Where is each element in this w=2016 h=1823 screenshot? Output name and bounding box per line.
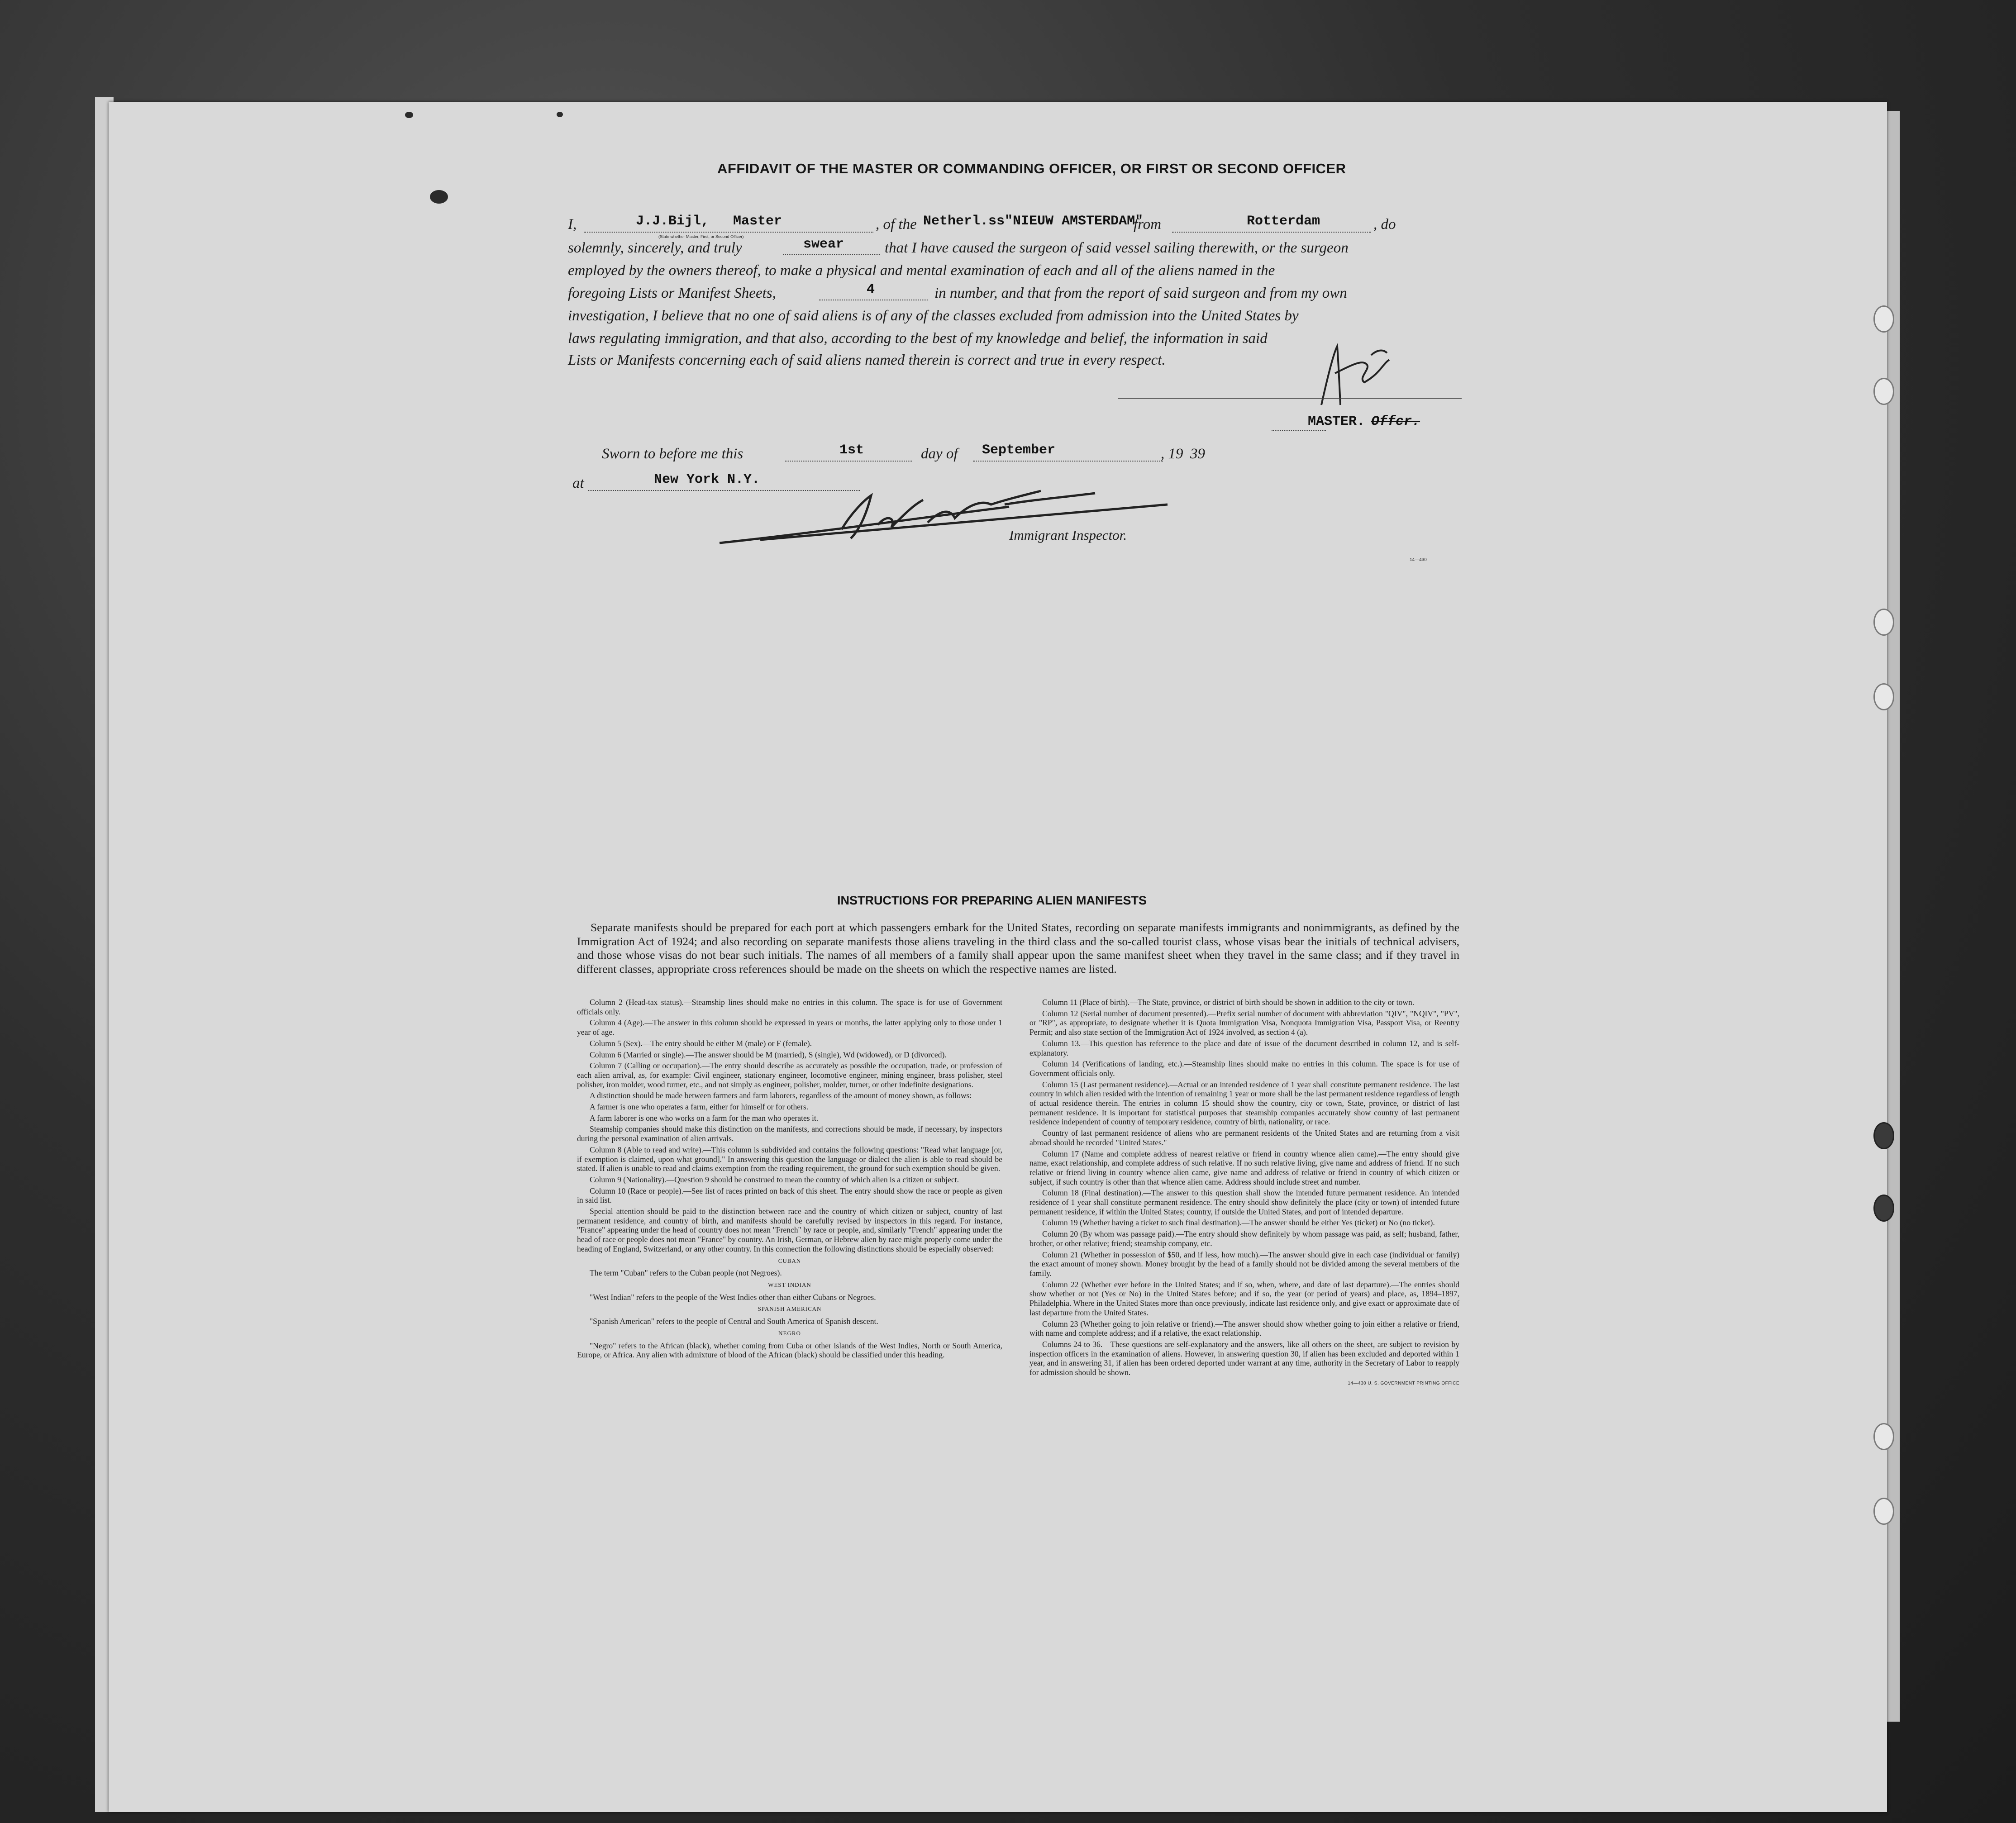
line2-a: solemnly, sincerely, and truly [568,240,742,256]
instructions-left-column [577,998,1002,1361]
rank-rule [584,232,873,233]
day-rule [785,461,912,462]
sworn-day: 1st [839,443,864,458]
line5: investigation, I believe that no one of said aliens is of any of the classes excluded from admission into the United States by [568,308,1299,324]
punch-hole [1873,378,1894,405]
vessel-name: Netherl.ss"NIEUW AMSTERDAM" [923,214,1144,229]
left-paragraph: Column 7 (Calling or occupation).—The entry should describe as accurately as possible the occupation, trade, or profession of each alien arrival, as, for example: Civil engineer, stationary engineer, locomotive engineer, mining engineer, brass polisher, steel polisher, iron molder, wood turner, etc., and not simply as engineer, polisher, molder, turner, or other indefinite designations. [577,1061,1002,1089]
right-paragraph: Column 17 (Name and complete address of nearest relative or friend in country whence alien came).—The entry should give name, exact relationship, and complete address of such relative. If no such relative living, give name and address of friend. If no such relative or friend living in country whence alien came, give name and address of relative or friend in country of which citizen or subject, if such country is other than that whence alien came. Address should include street and number. [1029,1149,1459,1186]
punch-hole [1873,683,1894,710]
right-paragraph: Column 19 (Whether having a ticket to such final destination).—The answer should be either Yes (ticket) or No (no ticket). [1042,1218,1435,1228]
punch-hole [1873,1122,1894,1149]
instructions-right-column [1029,998,1459,1388]
left-paragraph: Column 4 (Age).—The answer in this column should be expressed in years or months, the latter applying only to those under 1 year of age. [577,1018,1002,1037]
printing-office-note: 14—430 U. S. GOVERNMENT PRINTING OFFICE [1348,1380,1459,1386]
ink-blot [405,112,413,118]
right-paragraph: Column 11 (Place of birth).—The State, province, or district of birth should be shown in addition to the city or town. [1042,998,1415,1007]
sworn-month: September [982,443,1056,458]
left-paragraph: Column 10 (Race or people).—See list of races printed on back of this sheet. The entry should show the race or people as given in said list. [577,1186,1002,1205]
right-paragraph: Column 23 (Whether going to join relative or friend).—The answer should show whether going to join either a relative or friend, with name and complete address; and if a relative, the exact relationship. [1029,1319,1459,1338]
punch-hole [1873,305,1894,333]
line4-b: in number, and that from the report of said surgeon and from my own [934,285,1347,301]
left-paragraph: Column 8 (Able to read and write).—This column is subdivided and contains the following questions: "Read what language [or, if exemption is claimed, upon what ground]." In answering this question the language or dialect the alien is able to read should be stated. If alien is unable to read and claims exemption from the reading requirement, the ground for such exemption should be given. [577,1145,1002,1173]
signature-rule [1118,398,1462,399]
left-paragraph: Column 5 (Sex).—The entry should be either M (male) or F (female). [590,1038,812,1048]
right-paragraph: Columns 24 to 36.—These questions are self-explanatory and the answers, like all others on the sheet, are subject to revision by inspection officers in the examination of aliens. However, in answering question 30, if alien has been excluded and deported within 1 year, and in answering 31, if alien has been ordered deported under warrant at any time, authority in the Secretary of Labor to reapply for admission should be shown. [1029,1339,1459,1377]
right-paragraph: Column 21 (Whether in possession of $50, and if less, how much).—The answer should give in each case (individual or family) the exact amount of money shown. Money brought by the head of a family should not be divided among the several members of the family. [1029,1250,1459,1278]
affidavit-line-1 [568,216,577,233]
right-paragraph: Column 14 (Verifications of landing, etc.).—Steamship lines should make no entries in this column. The space is for use of Government officials only. [1029,1059,1459,1078]
port-from: Rotterdam [1247,214,1320,229]
from-label: from [1134,216,1162,233]
oath-rule [783,254,880,255]
right-paragraph: Country of last permanent residence of aliens who are permanent residents of the United States and are returning from a visit abroad should be recorded "United States." [1029,1128,1459,1147]
master-rank: Master [733,214,782,229]
left-paragraph: A farm laborer is one who works on a farm for the man who operates it. [590,1113,819,1123]
right-paragraph: Column 18 (Final destination).—The answer to this question shall show the intended future permanent residence. An intended residence of 1 year shall constitute permanent residence. The entry should show definitely the place (city or town) of intended future permanent residence, if within the United States; country, if outside the United States, and port of intended departure. [1029,1188,1459,1216]
master-name: J.J.Bijl, [636,214,710,229]
negro-text: "Negro" refers to the African (black), whether coming from Cuba or other islands of the West Indies, North or South America, Europe, or Africa. Any alien with admixture of blood of the African (black) should be classified under this heading. [577,1341,1002,1360]
form-number: 14—430 [1410,557,1427,562]
intro-text: Separate manifests should be prepared for each port at which passengers embark for the United States, recording on separate manifests immigrants and nonimmigrants, as defined by the Immigration Act of 1924; and also recording on separate manifests those aliens traveling in the third class and the so-called tourist class, whose visas bear the initials of technical advisers, and those whose visas do not bear such initials. The names of all members of a family shall appear upon the same manifest sheet when they travel in the same class; and if they travel in different classes, appropriate cross references should be made on the sheets on which the respective names are listed. [577,921,1459,976]
ink-blot [557,112,563,117]
line2-b: that I have caused the surgeon of said vessel sailing therewith, or the surgeon [885,240,1349,256]
right-paragraph: Column 12 (Serial number of document presented).—Prefix serial number of document with abbreviation "QIV", "NQIV", "PV", or "RP", as appropriate, to designate whether it is Quota Immigration Visa, Nonquota Immigration Visa, Passport Visa, or Reentry Permit; and also state section of the Immigration Act of 1924 involved, as section 4 (a). [1029,1009,1459,1037]
day-of-label: day of [921,446,958,462]
inspector-label: Immigrant Inspector. [1009,527,1127,543]
line7: Lists or Manifests concerning each of said aliens named therein is correct and true in every respect. [568,352,1166,368]
left-paragraph: Column 9 (Nationality).—Question 9 should be construed to mean the country of which alien is a citizen or subject. [590,1175,959,1184]
line6: laws regulating immigration, and that also, according to the best of my knowledge and belief, the information in said [568,330,1268,347]
sworn-prefix: Sworn to before me this [602,446,743,462]
month-rule [973,461,1163,462]
do-label: , do [1373,216,1396,233]
line1-prefix: I, [568,216,577,233]
punch-hole [1873,1195,1894,1222]
west-indian-heading: WEST INDIAN [768,1281,811,1288]
left-paragraph: Special attention should be paid to the distinction between race and the country of which citizen or subject, country of last permanent residence, and country of birth, and manifests should be carefully revised by inspectors in this regard. For instance, "France" appearing under the head of country does not mean "French" by race or people, and, similarly "French" appearing under the head of race or people does not mean "France" by country. An Irish, German, or Hebrew alien by race might properly come under the heading of England, Switzerland, or any other country. In this connection the following distinctions should be especially observed: [577,1207,1002,1253]
spanish-american-text: "Spanish American" refers to the people of Central and South America of Spanish descent. [590,1317,878,1326]
sheets-count: 4 [867,282,875,297]
left-paragraph: Column 2 (Head-tax status).—Steamship lines should make no entries in this column. The space is for use of Government officials only. [577,998,1002,1016]
punch-hole [1873,609,1894,636]
signature-title: MASTER. [1308,414,1365,429]
of-the-label: , of the [876,216,917,233]
west-indian-text: "West Indian" refers to the people of the West Indies other than either Cubans or Negroes. [590,1292,876,1302]
instructions-title: INSTRUCTIONS FOR PREPARING ALIEN MANIFESTS [837,894,1147,907]
title-rule [1272,430,1326,431]
sheet-right-edge [1887,111,1900,1722]
place: New York N.Y. [654,472,760,487]
instructions-intro [577,921,1459,976]
left-paragraph: Steamship companies should make this distinction on the manifests, and corrections should be made, if necessary, by inspectors during the personal examination of alien arrivals. [577,1124,1002,1143]
port-rule [1172,232,1371,233]
right-paragraph: Column 22 (Whether ever before in the United States; and if so, when, where, and date of last departure).—The entries should show whether or not (Yes or No) in the United States before; and if so, the year (or period of years) and place, as, 1894–1897, Philadelphia. Where in the United States more than once previously, indicate last residence only, and give exact or approximate date of last departure from the United States. [1029,1280,1459,1317]
ink-blot [430,190,448,204]
inspector-signature [715,486,1258,554]
affidavit-title: AFFIDAVIT OF THE MASTER OR COMMANDING OFFICER, OR FIRST OR SECOND OFFICER [717,161,1346,176]
year-suffix: 39 [1190,446,1205,462]
signature-struck: Offcr. [1371,414,1420,429]
spanish-american-heading: SPANISH AMERICAN [758,1305,822,1313]
left-paragraph: Column 6 (Married or single).—The answer should be M (married), S (single), Wd (widowed), or D (divorced). [590,1050,947,1059]
punch-hole [1873,1423,1894,1450]
right-paragraph: Column 20 (By whom was passage paid).—The entry should show definitely by whom passage was paid, as self; husband, father, brother, or other relative; friend; steamship company, etc. [1029,1229,1459,1248]
left-paragraph: A farmer is one who operates a farm, either for himself or for others. [590,1102,809,1112]
rank-note: (State whether Master, First, or Second Officer) [658,234,744,239]
year-prefix: , 19 [1161,446,1183,462]
oath-word: swear [803,237,844,252]
cuban-heading: CUBAN [778,1257,801,1264]
negro-heading: NEGRO [778,1329,801,1337]
right-paragraph: Column 15 (Last permanent residence).—Actual or an intended residence of 1 year shall constitute permanent residence. The last country in which alien resided with the intention of remaining 1 year or more shall be the last permanent residence regardless of length of actual residence therein. The entries in column 15 should show the country, city or town, State, province, or district of last permanent residence. It is important for statistical purposes that steamship companies accurately show country of last permanent residence independent of country of temporary residence, country of birth, nationality, or race. [1029,1080,1459,1127]
master-signature [1303,337,1421,414]
at-label: at [572,475,584,491]
punch-hole [1873,1498,1894,1525]
cuban-text: The term "Cuban" refers to the Cuban people (not Negroes). [590,1268,782,1278]
right-paragraph: Column 13.—This question has reference to the place and date of issue of the document described in column 12, and is self-explanatory. [1029,1038,1459,1057]
line3: employed by the owners thereof, to make a physical and mental examination of each and all of the aliens named in the [568,262,1275,279]
line4-a: foregoing Lists or Manifest Sheets, [568,285,776,301]
left-paragraph: A distinction should be made between farmers and farm laborers, regardless of the amount of money shown, as follows: [590,1091,972,1100]
